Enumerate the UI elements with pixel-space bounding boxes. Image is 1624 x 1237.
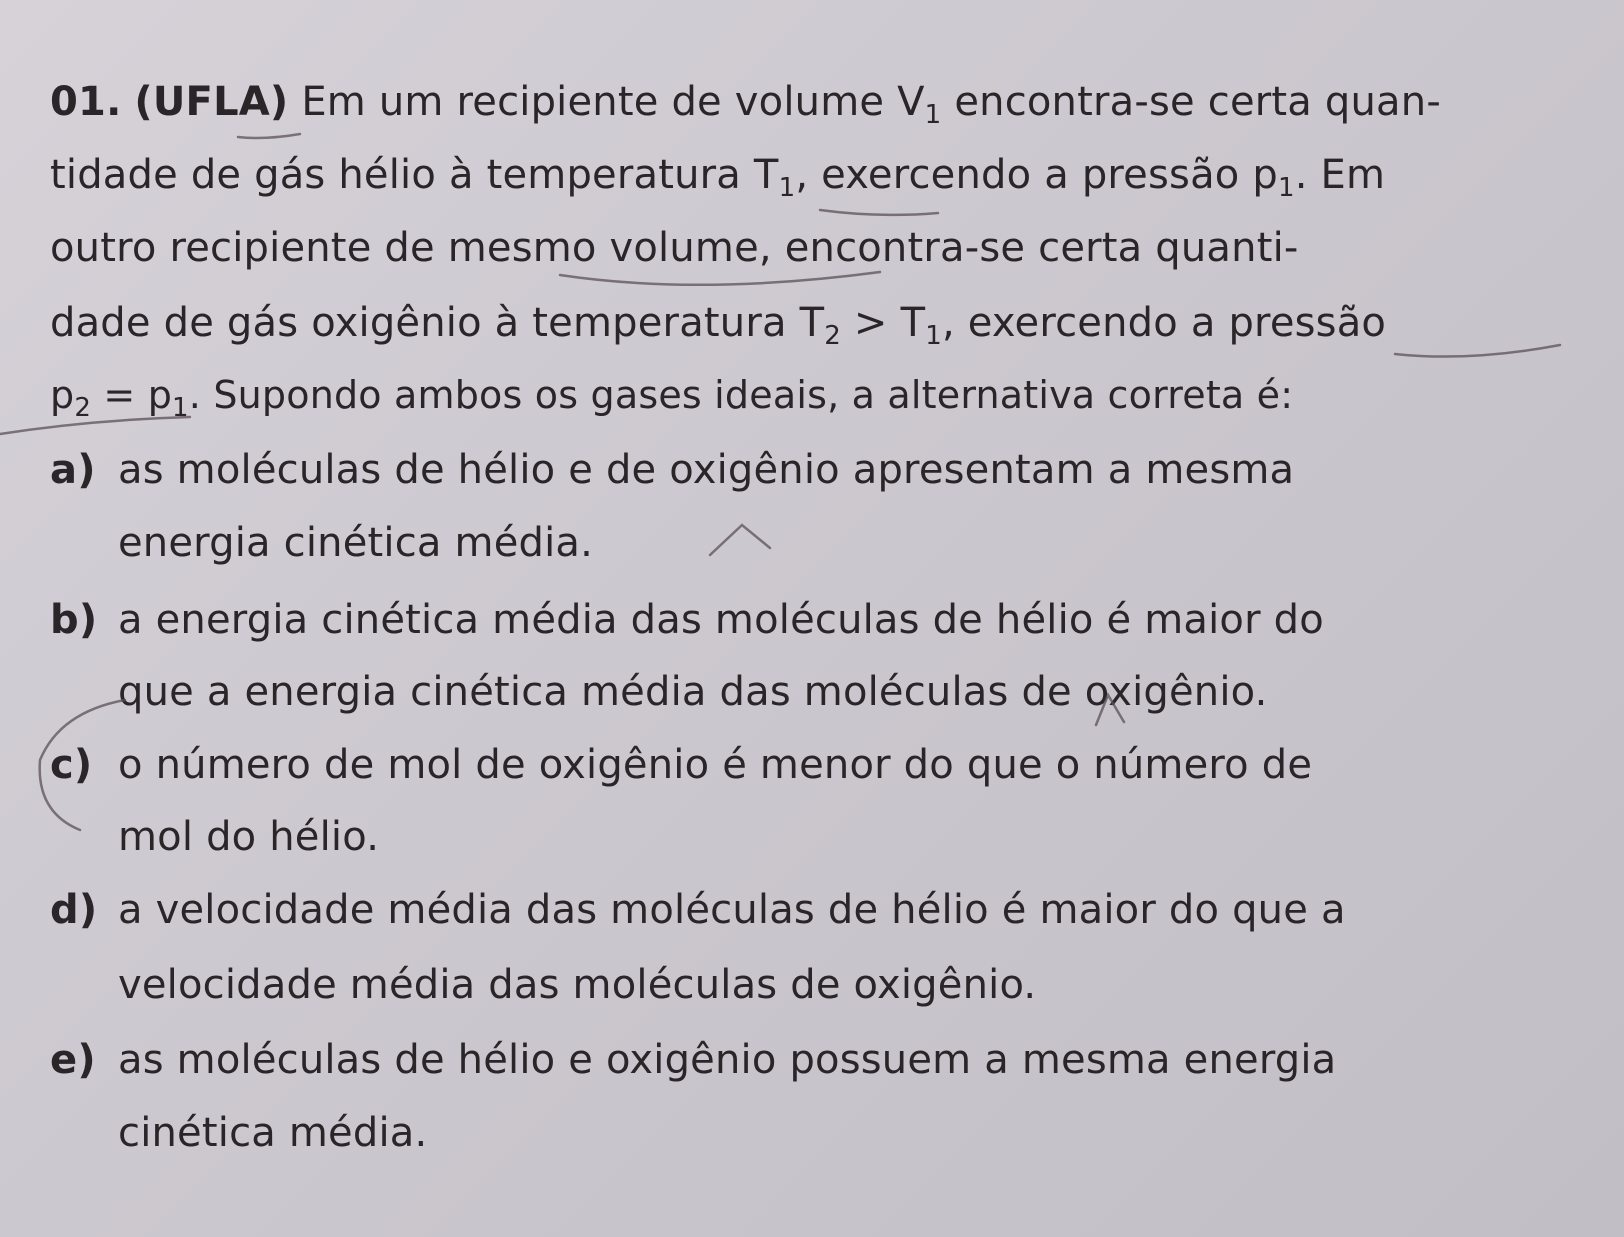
question-number: 01. [50, 79, 122, 125]
underline-v1 [238, 134, 300, 138]
option-e-continued: cinética média. [118, 1110, 428, 1156]
check-mark-a [710, 525, 770, 555]
option-letter: c) [50, 742, 93, 788]
option-letter: d) [50, 887, 98, 933]
option-letter: a) [50, 447, 96, 493]
option-d: d) a velocidade média das moléculas de hélio é maior do que a [50, 880, 1346, 940]
option-letter: b) [50, 597, 98, 643]
option-b-continued: que a energia cinética média das moléculas de oxigênio. [118, 669, 1268, 715]
question-line-1: 01. (UFLA) Em um recipiente de volume $V_1$ encontra-se certa quan- [50, 79, 1441, 130]
underline-t1 [820, 210, 938, 215]
option-e: e) as moléculas de hélio e oxigênio possuem a mesma energia [50, 1030, 1336, 1090]
option-c: c) o número de mol de oxigênio é menor do que o número de [50, 735, 1312, 795]
option-a-continued: energia cinética média. [118, 520, 594, 566]
option-letter: e) [50, 1037, 96, 1083]
option-a: a) as moléculas de hélio e de oxigênio apresentam a mesma [50, 440, 1294, 500]
option-c-continued: mol do hélio. [118, 814, 380, 860]
question-line-5: $p_2 = p_1$. Supondo ambos os gases ideais, a alternativa correta é: [50, 373, 1294, 423]
option-b: b) a energia cinética média das moléculas de hélio é maior do [50, 590, 1324, 650]
option-d-continued: velocidade média das moléculas de oxigênio. [118, 962, 1037, 1008]
question-line-4: dade de gás oxigênio à temperatura $T_2 > T_1$, exercendo a pressão [50, 300, 1387, 351]
question-line-2: tidade de gás hélio à temperatura $T_1$, exercendo a pressão $p_1$. Em [50, 152, 1386, 203]
underline-pressao [1395, 345, 1560, 357]
question-source: (UFLA) [134, 79, 289, 125]
question-line-3: outro recipiente de mesmo volume, encontra-se certa quanti- [50, 225, 1299, 271]
